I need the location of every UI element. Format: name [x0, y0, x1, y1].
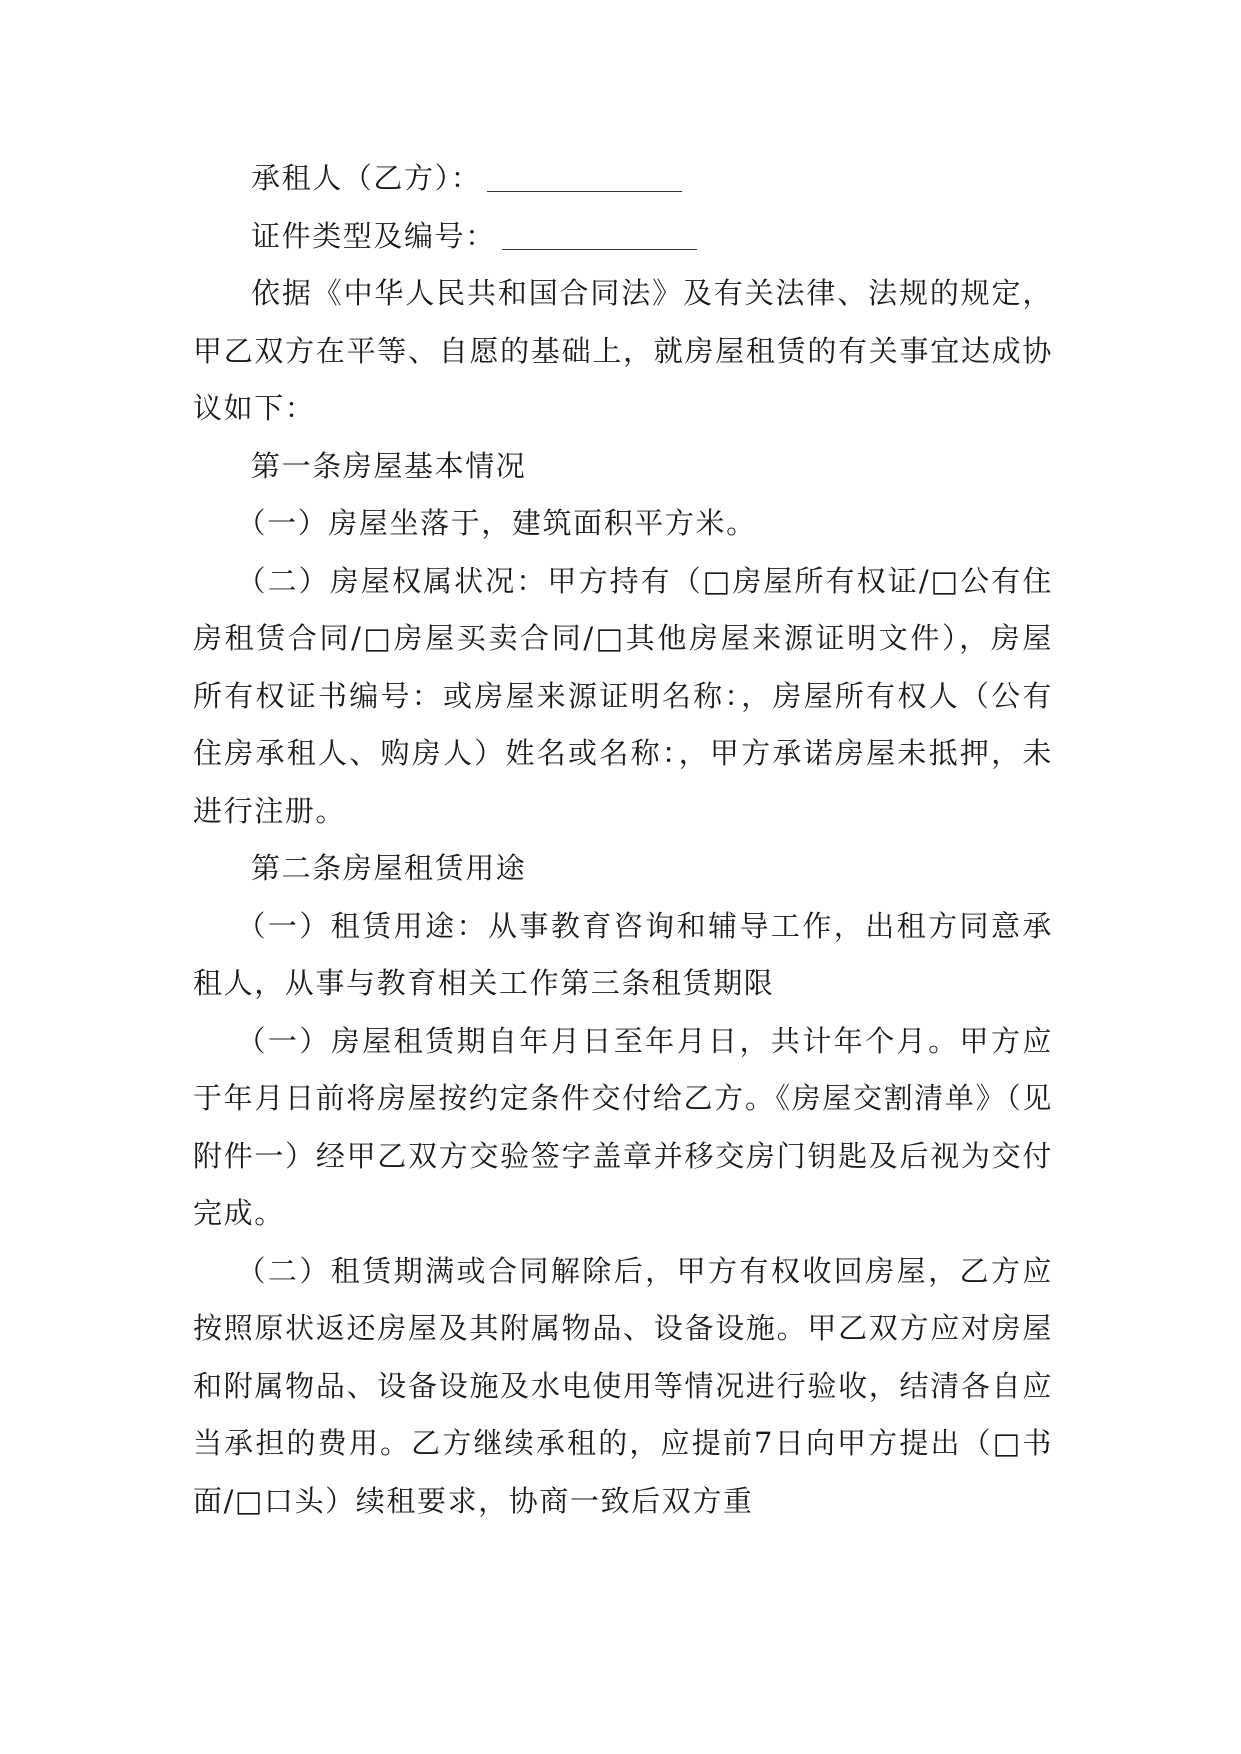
- id-line: [193, 208, 1053, 266]
- article-3-clause-2: （二）租赁期满或合同解除后，甲方有权收回房屋，乙方应按照原状返还房屋及其附属物品、设备设施。甲乙双方应对房屋和附属物品、设备设施及水电使用等情况进行验收，结清各自应当承担的费用。乙方继续承租的，应提前7日向甲方提出（□书面/□口头）续租要求，协商一致后双方重: [193, 1253, 1053, 1518]
- article-1-clause-1: （一）房屋坐落于，建筑面积平方米。: [236, 506, 757, 540]
- article-2-clause-1: （一）租赁用途：从事教育咨询和辅导工作，出租方同意承租人，从事与教育相关工作第三条租赁期限: [193, 908, 1053, 1000]
- lessee-blank: [487, 161, 682, 192]
- article-1-clause-2: （二）房屋权属状况：甲方持有（□房屋所有权证/□公有住房租赁合同/□房屋买卖合同/□其他房屋来源证明文件），房屋所有权证书编号：或房屋来源证明名称：，房屋所有权人（公有住房承租人、购房人）姓名或名称：，甲方承诺房屋未抵押，未进行注册。: [193, 563, 1053, 828]
- article-3-clause-1: （一）房屋租赁期自年月日至年月日，共计年个月。甲方应于年月日前将房屋按约定条件交付给乙方。《房屋交割清单》（见附件一）经甲乙双方交验签字盖章并移交房门钥匙及后视为交付完成。: [193, 1023, 1053, 1230]
- article-1-heading: 第一条房屋基本情况: [251, 448, 527, 483]
- article-2-heading: 第二条房屋租赁用途: [251, 851, 527, 885]
- document-page: [193, 150, 1053, 1530]
- id-blank: [502, 219, 697, 250]
- lessee-line: [193, 150, 1053, 208]
- preamble-paragraph: 依据《中华人民共和国合同法》及有关法律、法规的规定，甲乙双方在平等、自愿的基础上，就房屋租赁的有关事宜达成协议如下：: [193, 276, 1053, 425]
- id-label: 证件类型及编号：: [251, 218, 496, 253]
- lessee-label: 承租人（乙方）：: [251, 161, 482, 195]
